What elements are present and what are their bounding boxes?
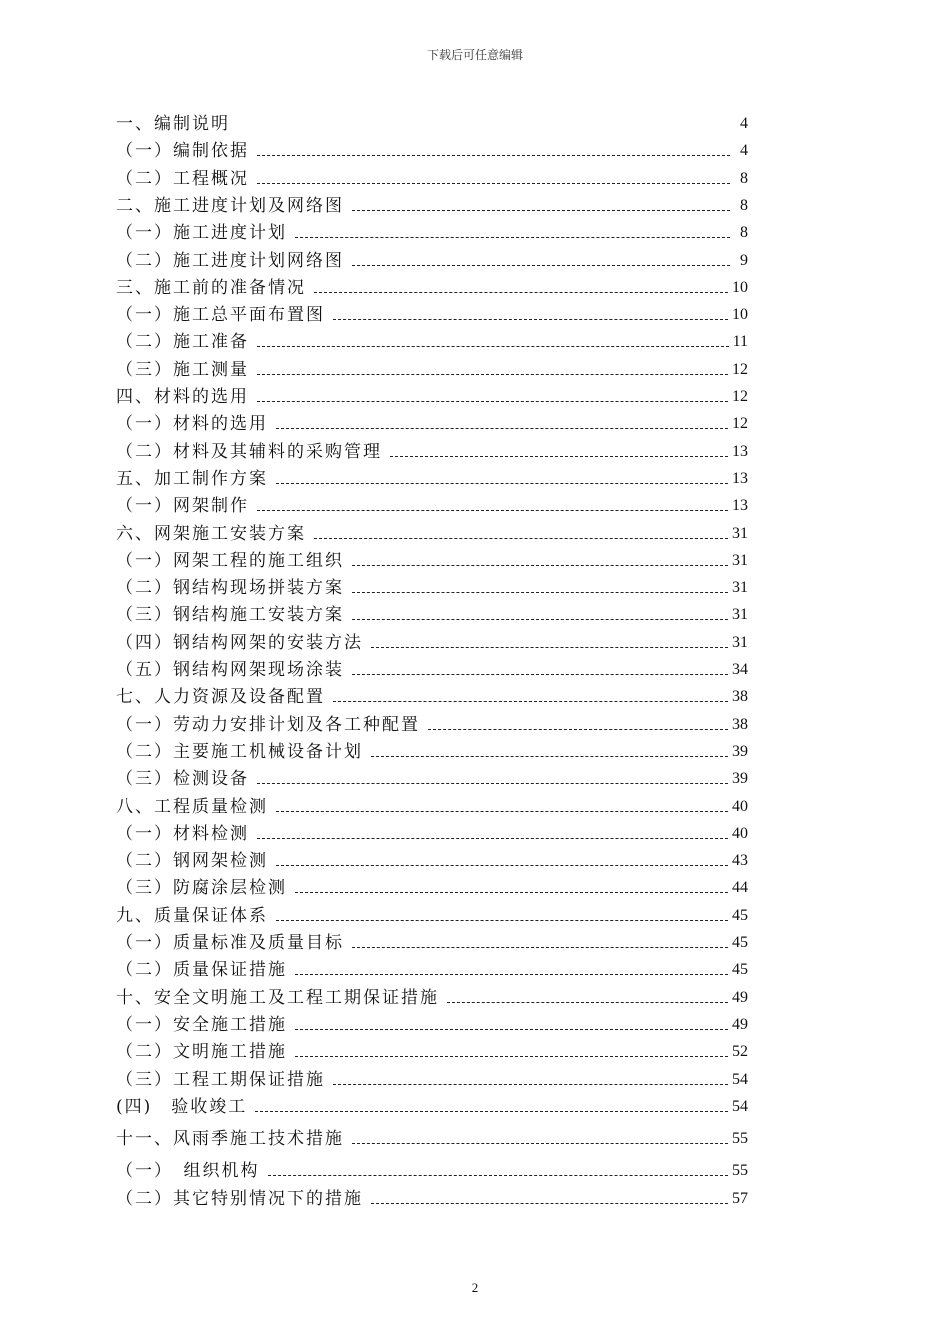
toc-entry[interactable]: [116, 822, 748, 846]
toc-entry[interactable]: [116, 522, 748, 546]
toc-entry-label: 六、网架施工安装方案: [116, 523, 306, 544]
toc-entry-label: （二）钢网架检测: [116, 851, 268, 872]
toc-entry[interactable]: [116, 795, 748, 819]
toc-leader-line: [276, 865, 728, 866]
toc-entry-label: （二）文明施工措施: [116, 1042, 287, 1063]
toc-leader-line: [314, 292, 728, 293]
toc-entry-page: 39: [732, 742, 748, 760]
toc-leader-line: [276, 428, 728, 429]
page-number: 2: [471, 1280, 479, 1295]
toc-leader-line: [276, 811, 728, 812]
toc-entry-label: （一）网架制作: [116, 496, 249, 517]
toc-leader-line: [257, 401, 728, 402]
toc-entry-label: （三）防腐涂层检测: [116, 878, 287, 899]
toc-entry-label: （一）劳动力安排计划及各工种配置: [116, 714, 420, 735]
toc-leader-line: [295, 1056, 728, 1057]
toc-entry-label: (四) 验收竣工: [116, 1096, 248, 1117]
toc-entry-page: 13: [732, 469, 748, 487]
toc-leader-line: [352, 674, 728, 675]
toc-entry-page: 40: [732, 824, 748, 842]
toc-entry[interactable]: [116, 549, 748, 573]
toc-entry[interactable]: [116, 1159, 748, 1183]
toc-leader-line: [276, 483, 728, 484]
toc-entry-label: （二）其它特别情况下的措施: [116, 1188, 363, 1209]
toc-entry[interactable]: [116, 1068, 748, 1092]
toc-entry-page: 10: [732, 306, 748, 324]
toc-entry-label: （一）网架工程的施工组织: [116, 550, 344, 571]
toc-entry[interactable]: [116, 303, 748, 327]
toc-entry-label: 八、工程质量检测: [116, 796, 268, 817]
toc-entry[interactable]: [116, 494, 748, 518]
toc-entry-label: 二、施工进度计划及网络图: [116, 195, 344, 216]
toc-entry-label: （一）材料检测: [116, 823, 249, 844]
toc-entry-page: 31: [732, 606, 748, 624]
toc-entry[interactable]: [116, 1187, 748, 1211]
toc-entry[interactable]: [116, 767, 748, 791]
toc-entry-label: 十、安全文明施工及工程工期保证措施: [116, 987, 439, 1008]
toc-entry-label: （三）施工测量: [116, 359, 249, 380]
toc-entry[interactable]: [116, 467, 748, 491]
toc-entry[interactable]: [116, 576, 748, 600]
toc-entry-label: （二）施工准备: [116, 332, 249, 353]
toc-entry[interactable]: [116, 1040, 748, 1064]
toc-entry-page: 31: [732, 524, 748, 542]
toc-leader-line: [257, 346, 729, 347]
toc-entry-page: 52: [732, 1043, 748, 1061]
toc-entry[interactable]: [116, 876, 748, 900]
toc-entry-page: 45: [732, 906, 748, 924]
toc-entry[interactable]: [116, 958, 748, 982]
toc-entry-page: 54: [732, 1097, 748, 1115]
toc-entry[interactable]: [116, 221, 748, 245]
toc-entry-page: 40: [732, 797, 748, 815]
toc-entry-label: （三）检测设备: [116, 769, 249, 790]
toc-entry-label: 十一、风雨季施工技术措施: [116, 1129, 344, 1150]
toc-entry-page: 57: [732, 1189, 748, 1207]
toc-leader-line: [257, 374, 728, 375]
toc-entry[interactable]: [116, 358, 748, 382]
toc-entry-page: 9: [740, 251, 748, 269]
toc-entry-label: （一） 组织机构: [116, 1161, 260, 1182]
toc-entry-page: 39: [732, 770, 748, 788]
toc-entry-page: 31: [732, 551, 748, 569]
toc-leader-line: [257, 183, 730, 184]
toc-leader-line: [295, 892, 728, 893]
toc-leader-line: [333, 1084, 728, 1085]
toc-leader-line: [352, 565, 728, 566]
toc-leader-line: [295, 237, 730, 238]
toc-leader-line: [257, 783, 728, 784]
toc-entry-page: 49: [732, 1015, 748, 1033]
toc-entry[interactable]: [116, 412, 748, 436]
toc-entry-label: 七、人力资源及设备配置: [116, 687, 325, 708]
toc-entry-label: 四、材料的选用: [116, 387, 249, 407]
toc-entry-label: （一）施工总平面布置图: [116, 305, 325, 326]
toc-entry-page: 13: [732, 442, 748, 460]
toc-entry[interactable]: [116, 986, 748, 1010]
toc-entry-label: 九、质量保证体系: [116, 905, 268, 926]
toc-entry-page: 8: [740, 169, 748, 187]
toc-entry[interactable]: [116, 849, 748, 873]
toc-entry-page: 49: [732, 988, 748, 1006]
toc-entry[interactable]: [116, 1127, 748, 1151]
toc-entry-label: （三）钢结构施工安装方案: [116, 605, 344, 626]
toc-leader-line: [314, 538, 728, 539]
toc-entry-page: 4: [740, 142, 748, 160]
toc-entry-label: 五、加工制作方案: [116, 468, 268, 489]
toc-entry[interactable]: [116, 658, 748, 682]
toc-leader-line: [295, 974, 728, 975]
toc-entry[interactable]: [116, 249, 748, 273]
toc-leader-line: [447, 1002, 728, 1003]
toc-leader-line: [352, 210, 730, 211]
toc-entry-page: 12: [732, 360, 748, 378]
toc-entry-page: 34: [732, 661, 748, 678]
toc-leader-line: [333, 319, 728, 320]
toc-entry[interactable]: [116, 139, 748, 163]
toc-entry-page: 38: [732, 715, 748, 733]
toc-entry-label: （一）施工进度计划: [116, 223, 287, 244]
toc-leader-line: [352, 1143, 728, 1144]
toc-entry-page: 4: [740, 115, 748, 132]
toc-leader-line: [257, 155, 730, 156]
toc-entry-label: （三）工程工期保证措施: [116, 1069, 325, 1090]
toc-entry[interactable]: [116, 330, 748, 354]
toc-entry-page: 8: [740, 224, 748, 242]
toc-leader-line: [352, 947, 728, 948]
toc-entry-label: 三、施工前的准备情况: [116, 277, 306, 298]
toc-entry-page: 38: [732, 688, 748, 706]
toc-entry[interactable]: [116, 603, 748, 627]
toc-leader-line: [352, 265, 730, 266]
toc-entry-label: （五）钢结构网架现场涂装: [116, 660, 344, 680]
toc-entry[interactable]: [116, 740, 748, 764]
toc-entry-label: （二）钢结构现场拼装方案: [116, 578, 344, 599]
toc-leader-line: [333, 701, 728, 702]
toc-entry-page: 45: [732, 934, 748, 951]
toc-leader-line: [268, 1175, 729, 1176]
toc-entry-label: （二）主要施工机械设备计划: [116, 741, 363, 762]
toc-leader-line: [352, 619, 728, 620]
toc-leader-line: [352, 592, 728, 593]
toc-entry-label: （二）质量保证措施: [116, 960, 287, 981]
toc-entry[interactable]: [116, 440, 748, 464]
toc-entry-label: （二）施工进度计划网络图: [116, 250, 344, 271]
toc-leader-line: [371, 647, 728, 648]
toc-entry-label: （一）编制依据: [116, 141, 249, 162]
toc-entry-page: 31: [732, 633, 748, 651]
toc-entry-page: 55: [732, 1130, 748, 1148]
toc-entry-page: 31: [732, 579, 748, 597]
toc-entry[interactable]: [116, 685, 748, 709]
toc-entry[interactable]: [116, 931, 748, 955]
toc-leader-line: [371, 756, 728, 757]
toc-leader-line: [255, 1111, 728, 1112]
toc-entry-page: 12: [732, 415, 748, 433]
toc-leader-line: [390, 456, 728, 457]
toc-entry-page: 54: [732, 1070, 748, 1088]
toc-entry-page: 11: [732, 333, 748, 351]
toc-leader-line: [295, 1029, 728, 1030]
toc-entry-label: （二）工程概况: [116, 168, 249, 189]
toc-entry-page: 10: [732, 278, 748, 296]
toc-entry-label: （四）钢结构网架的安装方法: [116, 632, 363, 653]
toc-entry[interactable]: [116, 713, 748, 737]
toc-leader-line: [257, 838, 728, 839]
toc-leader-line: [371, 1203, 728, 1204]
toc-entry-page: 13: [732, 497, 748, 515]
toc-entry-page: 43: [732, 852, 748, 870]
toc-entry[interactable]: [116, 631, 748, 655]
toc-entry[interactable]: [116, 112, 748, 136]
toc-leader-line: [276, 920, 728, 921]
toc-entry-page: 55: [732, 1162, 748, 1180]
toc-entry[interactable]: [116, 1013, 748, 1037]
page-header: 下载后可任意编辑: [426, 48, 523, 62]
toc-entry-page: 44: [732, 879, 748, 897]
toc-entry-label: （一）质量标准及质量目标: [116, 933, 344, 953]
toc-entry-page: 8: [740, 196, 748, 214]
toc-entry[interactable]: [116, 1095, 748, 1119]
toc-entry[interactable]: [116, 385, 748, 409]
toc-entry-page: 45: [732, 961, 748, 979]
toc-entry[interactable]: [116, 167, 748, 191]
toc-entry-label: （二）材料及其辅料的采购管理: [116, 441, 382, 462]
toc-entry[interactable]: [116, 904, 748, 928]
toc-entry-label: 一、编制说明: [116, 114, 230, 134]
toc-entry[interactable]: [116, 276, 748, 300]
toc-leader-line: [428, 729, 728, 730]
toc-entry-label: （一）材料的选用: [116, 414, 268, 435]
toc-entry-page: 12: [732, 388, 748, 405]
toc-leader-line: [257, 510, 728, 511]
toc-entry-label: （一）安全施工措施: [116, 1014, 287, 1035]
toc-entry[interactable]: [116, 194, 748, 218]
